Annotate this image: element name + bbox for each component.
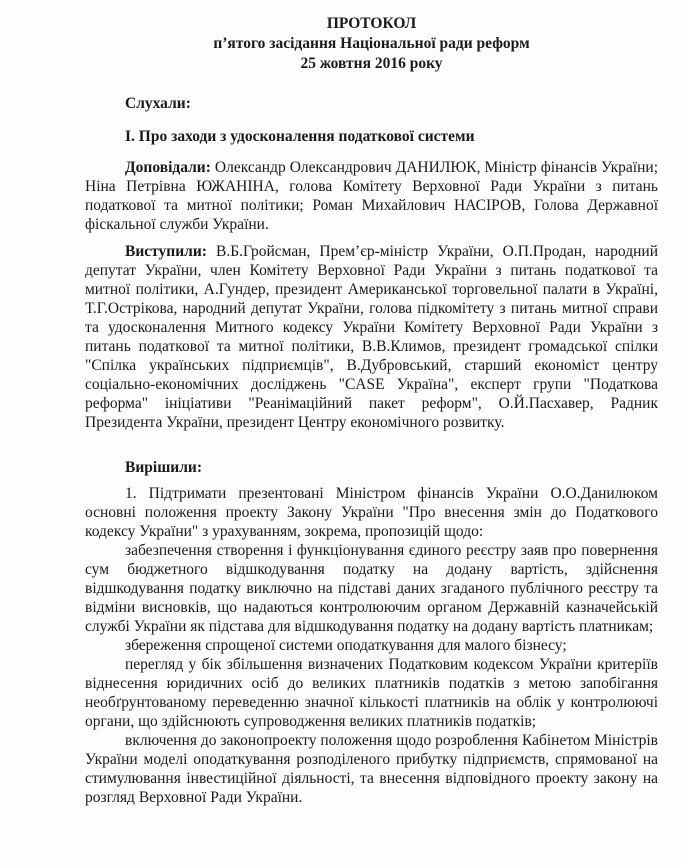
reporters-paragraph [85,158,658,234]
heard-label: Слухали: [125,95,191,112]
decision-subitem-registry: забезпечення створення і функціонування єдиного реєстру заяв про повернення сум бюджетного відшкодування податку на додану вартість, здійснення відшкодування податку виключно на підставі даних згаданого публічного реєстру та відміни висновків, що надаються контролюючим органом Державній казначейській службі України як підстава для відшкодування податку на додану вартість платникам; [85,542,658,635]
document-title [85,14,658,74]
decision-subitem-distributed-profit: включення до законопроекту положення щодо розроблення Кабінетом Міністрів України моделі оподаткування розподіленого прибутку підприємств, спрямованої на стимулювання інвестиційної діяльності, та внесення відповідного проекту закону на розгляд Верховної Ради України. [85,732,658,806]
decision-item-1: 1. Підтримати презентовані Міністром фінансів України О.О.Данилюком основні положення проекту Закону України "Про внесення змін до Податкового кодексу України" з урахуванням, зокрема, пропозицій щодо: [85,485,658,540]
reporters-text: Олександр Олександрович ДАНИЛЮК, Міністр фінансів України; Ніна Петрівна ЮЖАНІНА, голова Комітету Верховної Ради України з питань податкової та митної політики; Роман Михайлович НАСІРОВ, Голова Державної фіскальної служби України. [85,159,658,233]
section-heading: І. Про заходи з удосконалення податкової системи [125,128,475,145]
speakers-lead-label: Виступили: [125,243,207,260]
speakers-text: В.Б.Гройсман, Прем’єр-міністр України, О.П.Продан, народний депутат України, член Комітету Верховної Ради України з питань податкової та митної політики, А.Гундер, президент Американської торговельної палати в Україні, Т.Г.Острікова, народний депутат України, голова підкомітету з питань митної справи та удосконалення Митного кодексу України Комітету Верховної Ради України з питань податкової та митної політики, В.В.Климов, президент громадської спілки "Спілка українських підприємців", В.Дубровський, старший економіст центру соціально-економічних досліджень "CASE Україна", експерт групи "Податкова реформа" ініціативи "Реанімаційний пакет реформ", О.Й.Пасхавер, Радник Президента України, президент Центру економічного розвитку. [85,243,658,431]
title-line-session: п’ятого засідання Національної ради реформ [213,35,530,52]
title-line-date: 25 жовтня 2016 року [300,55,443,72]
decided-label: Вирішили: [125,459,203,476]
reporters-lead-label: Доповідали: [125,159,211,176]
decision-subitem-simplified-system: збереження спрощеної системи оподаткування для малого бізнесу; [125,637,567,654]
speakers-paragraph [85,242,658,432]
decision-subitem-large-taxpayers: перегляд у бік збільшення визначених Податковим кодексом України критеріїв віднесення юридичних осіб до великих платників податків з метою запобігання необґрунтованому переведенню значної кількості платників на облік у контролюючі органи, що здійснюють супроводження великих платників податків; [85,656,658,730]
title-line-protocol: ПРОТОКОЛ [326,15,417,32]
